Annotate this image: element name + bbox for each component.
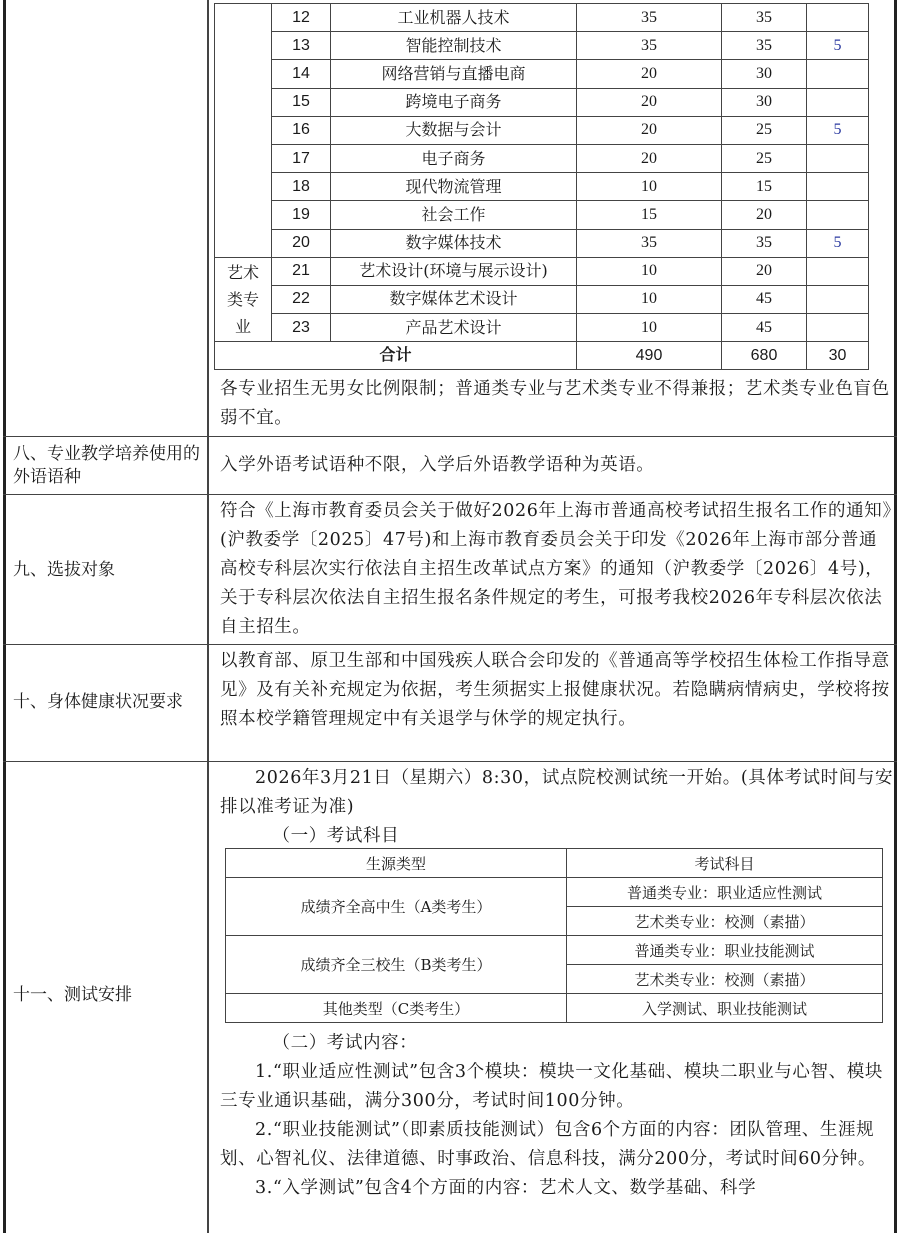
- quota-a: 20: [577, 144, 722, 172]
- table-row: [215, 144, 869, 172]
- subjects-header-subject: 考试科目: [567, 849, 883, 878]
- major-name: 产品艺术设计: [331, 314, 577, 342]
- row-number: 19: [272, 201, 331, 229]
- category-label-line: 艺术: [226, 262, 259, 282]
- row-number: 15: [272, 88, 331, 116]
- section-9-label: 九、选拔对象: [13, 560, 115, 580]
- row-number: 16: [272, 116, 331, 144]
- section-10: [3, 645, 897, 762]
- row-number: 13: [272, 32, 331, 60]
- type-a-subject-2: 艺术类专业：校测（素描）: [567, 907, 883, 936]
- total-a: 490: [577, 342, 722, 370]
- quota-a: 35: [577, 32, 722, 60]
- majors-table: [214, 3, 869, 370]
- table-row: [215, 229, 869, 257]
- table-row: [215, 88, 869, 116]
- section-11-intro-block: [220, 764, 895, 851]
- section-8-label: 八、专业教学培养使用的外语语种: [13, 444, 200, 487]
- content-item-1: 1.“职业适应性测试”包含3个模块：模块一文化基础、模块二职业与心智、模块三专业通识基础，满分300分，考试时间100分钟。: [220, 1062, 883, 1111]
- quota-c: 5: [807, 116, 869, 144]
- quota-b: 35: [722, 32, 807, 60]
- quota-a: 10: [577, 257, 722, 285]
- quota-b: 15: [722, 173, 807, 201]
- major-name: 跨境电子商务: [331, 88, 577, 116]
- quota-a: 10: [577, 173, 722, 201]
- major-name: 数字媒体艺术设计: [331, 285, 577, 313]
- type-c-subject: 入学测试、职业技能测试: [567, 994, 883, 1023]
- quota-a: 20: [577, 60, 722, 88]
- quota-c: [807, 144, 869, 172]
- row-number: 23: [272, 314, 331, 342]
- quota-a: 20: [577, 116, 722, 144]
- quota-b: 45: [722, 285, 807, 313]
- quota-c: 5: [807, 229, 869, 257]
- quota-b: 25: [722, 144, 807, 172]
- major-name: 网络营销与直播电商: [331, 60, 577, 88]
- category-cell-general: [215, 4, 272, 258]
- major-name: 社会工作: [331, 201, 577, 229]
- section-majors: [3, 0, 897, 437]
- quota-a: 20: [577, 88, 722, 116]
- quota-b: 25: [722, 116, 807, 144]
- quota-c: [807, 285, 869, 313]
- table-row: [215, 201, 869, 229]
- row-number: 20: [272, 229, 331, 257]
- section-11-label: 十一、测试安排: [13, 985, 132, 1005]
- major-name: 现代物流管理: [331, 173, 577, 201]
- content-item-2: 2.“职业技能测试”（即素质技能测试）包含6个方面的内容：团队管理、生涯规划、心智礼仪、法律道德、时事政治、信息科技，满分200分，考试时间60分钟。: [220, 1120, 876, 1169]
- type-c: 其他类型（C类考生）: [226, 994, 567, 1023]
- type-b-subject-1: 普通类专业：职业技能测试: [567, 936, 883, 965]
- row-number: 17: [272, 144, 331, 172]
- table-row: [215, 173, 869, 201]
- section-9-text: 符合《上海市教育委员会关于做好2026年上海市普通高校考试招生报名工作的通知》(沪教委学〔2025〕47号)和上海市教育委员会关于印发《2026年上海市部分普通高校专科层次实行依法自主招生改革试点方案》的通知（沪教委学〔2026〕4号)，关于专科层次依法自主招生报名条件规定的考生，可报考我校2026年专科层次依法自主招生。: [220, 501, 892, 637]
- quota-c: 5: [807, 32, 869, 60]
- quota-a: 35: [577, 229, 722, 257]
- type-a-subject-1: 普通类专业：职业适应性测试: [567, 878, 883, 907]
- category-label-line: 业: [234, 316, 251, 336]
- row-number: 22: [272, 285, 331, 313]
- test-intro: 2026年3月21日（星期六）8:30，试点院校测试统一开始。(具体考试时间与安排以准考证为准): [220, 768, 894, 817]
- quota-c: [807, 88, 869, 116]
- subjects-heading: （一）考试科目: [272, 826, 400, 846]
- total-row: [215, 342, 869, 370]
- quota-c: [807, 257, 869, 285]
- total-c: 30: [807, 342, 869, 370]
- quota-c: [807, 201, 869, 229]
- content-heading: （二）考试内容：: [272, 1033, 418, 1053]
- section-8-text: 入学外语考试语种不限，入学后外语教学语种为英语。: [220, 455, 655, 475]
- total-b: 680: [722, 342, 807, 370]
- type-a: 成绩齐全高中生（A类考生）: [226, 878, 567, 936]
- row-number: 18: [272, 173, 331, 201]
- row-number: 12: [272, 4, 331, 32]
- quota-c: [807, 314, 869, 342]
- subjects-header-type: 生源类型: [226, 849, 567, 878]
- category-label-line: 类专: [226, 289, 259, 309]
- majors-note: 各专业招生无男女比例限制；普通类专业与艺术类专业不得兼报；艺术类专业色盲色弱不宜。: [220, 379, 890, 428]
- quota-b: 35: [722, 229, 807, 257]
- quota-b: 30: [722, 88, 807, 116]
- quota-b: 30: [722, 60, 807, 88]
- major-name: 工业机器人技术: [331, 4, 577, 32]
- major-name: 电子商务: [331, 144, 577, 172]
- row-number: 14: [272, 60, 331, 88]
- quota-c: [807, 4, 869, 32]
- quota-b: 20: [722, 257, 807, 285]
- table-row: [215, 32, 869, 60]
- table-row: [215, 4, 869, 32]
- row-number: 21: [272, 257, 331, 285]
- type-b-subject-2: 艺术类专业：校测（素描）: [567, 965, 883, 994]
- quota-a: 10: [577, 285, 722, 313]
- table-row: [215, 60, 869, 88]
- quota-b: 20: [722, 201, 807, 229]
- content-item-3: 3.“入学测试”包含4个方面的内容：艺术人文、数学基础、科学: [255, 1178, 757, 1198]
- major-name: 大数据与会计: [331, 116, 577, 144]
- total-label: 合计: [215, 342, 577, 370]
- major-name: 数字媒体技术: [331, 229, 577, 257]
- category-cell-art: [215, 257, 272, 342]
- table-row: [215, 257, 869, 285]
- table-row: [215, 285, 869, 313]
- quota-b: 45: [722, 314, 807, 342]
- section-9: [3, 495, 897, 645]
- quota-b: 35: [722, 4, 807, 32]
- quota-a: 15: [577, 201, 722, 229]
- section-11-content-block: [220, 1029, 895, 1203]
- subjects-table: [225, 848, 883, 1023]
- major-name: 艺术设计(环境与展示设计): [331, 257, 577, 285]
- section-10-label: 十、身体健康状况要求: [13, 692, 183, 712]
- section-10-text: 以教育部、原卫生部和中国残疾人联合会印发的《普通高等学校招生体检工作指导意见》及有关补充规定为依据，考生须据实上报健康状况。若隐瞒病情病史，学校将按照本校学籍管理规定中有关退学与休学的规定执行。: [220, 651, 890, 729]
- quota-a: 35: [577, 4, 722, 32]
- section-8: [3, 437, 897, 495]
- table-row: [215, 314, 869, 342]
- quota-a: 10: [577, 314, 722, 342]
- type-b: 成绩齐全三校生（B类考生）: [226, 936, 567, 994]
- quota-c: [807, 60, 869, 88]
- major-name: 智能控制技术: [331, 32, 577, 60]
- quota-c: [807, 173, 869, 201]
- table-row: [215, 116, 869, 144]
